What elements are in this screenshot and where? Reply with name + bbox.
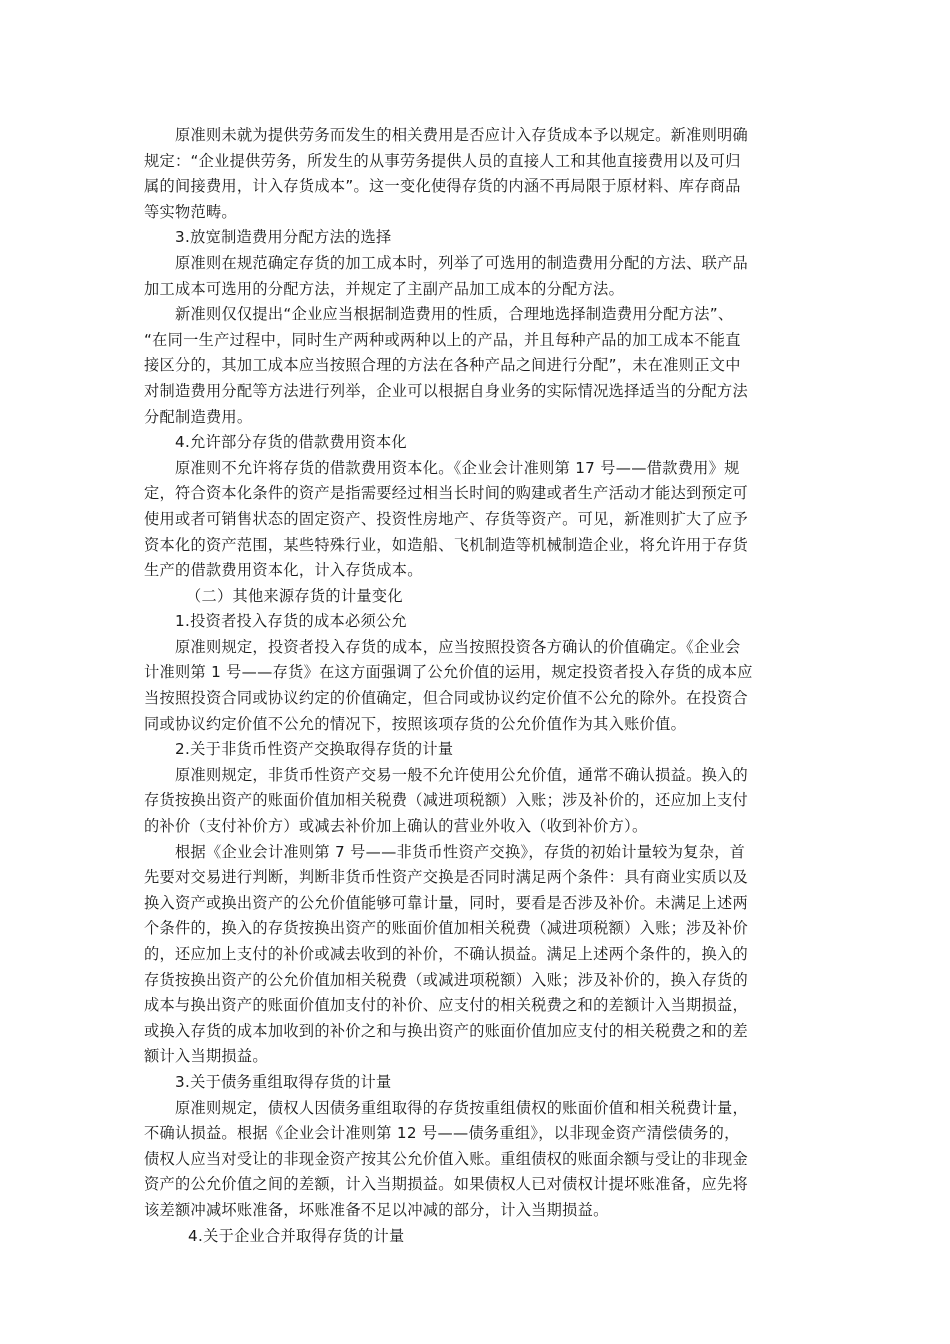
paragraph-line: 换入资产或换出资产的公允价值能够可靠计量，同时，要看是否涉及补价。未满足上述两	[144, 893, 749, 912]
paragraph-line: 该差额冲减坏账准备，坏账准备不足以冲减的部分，计入当期损益。	[144, 1200, 609, 1219]
paragraph-line: “在同一生产过程中，同时生产两种或两种以上的产品，并且每种产品的加工成本不能直	[144, 330, 741, 349]
paragraph-line: 资本化的资产范围，某些特殊行业，如造船、飞机制造等机械制造企业，将允许用于存货	[144, 535, 749, 554]
paragraph-line: 加工成本可选用的分配方法，并规定了主副产品加工成本的分配方法。	[144, 279, 625, 298]
paragraph-line: 等实物范畴。	[144, 202, 237, 221]
paragraph-line: 存货按换出资产的账面价值加相关税费（减进项税额）入账；涉及补价的，还应加上支付	[144, 791, 749, 810]
paragraph-line: 生产的借款费用资本化，计入存货成本。	[144, 561, 423, 580]
paragraph-line: 存货按换出资产的公允价值加相关税费（或减进项税额）入账；涉及补价的，换入存货的	[144, 970, 749, 989]
section-heading: 1.投资者投入存货的成本必须公允	[175, 612, 407, 631]
paragraph-line: 原准则规定，债权人因债务重组取得的存货按重组债权的账面价值和相关税费计量，	[175, 1098, 749, 1117]
paragraph-line: 原准则未就为提供劳务而发生的相关费用是否应计入存货成本予以规定。新准则明确	[175, 126, 749, 144]
section-heading: 2.关于非货币性资产交换取得存货的计量	[175, 740, 454, 759]
section-heading: 3.关于债务重组取得存货的计量	[175, 1072, 392, 1091]
paragraph-line: 成本与换出资产的账面价值加支付的补价、应支付的相关税费之和的差额计入当期损益，	[144, 996, 749, 1015]
paragraph-line: 属的间接费用，计入存货成本”。这一变化使得存货的内涵不再局限于原材料、库存商品	[144, 177, 741, 196]
paragraph-line: 根据《企业会计准则第 7 号——非货币性资产交换》，存货的初始计量较为复杂，首	[175, 842, 746, 861]
paragraph-line: 当按照投资合同或协议约定的价值确定，但合同或协议约定价值不公允的除外。在投资合	[144, 689, 749, 708]
paragraph-line: 原准则规定，投资者投入存货的成本，应当按照投资各方确认的价值确定。《企业会	[175, 637, 741, 656]
paragraph-line: 原准则规定，非货币性资产交易一般不允许使用公允价值，通常不确认损益。换入的	[175, 765, 749, 784]
paragraph-line: 先要对交易进行判断，判断非货币性资产交换是否同时满足两个条件：具有商业实质以及	[144, 868, 749, 887]
section-heading: 4.允许部分存货的借款费用资本化	[175, 433, 407, 452]
paragraph-line: 对制造费用分配等方法进行列举，企业可以根据自身业务的实际情况选择适当的分配方法	[144, 381, 749, 400]
paragraph-line: 不确认损益。根据《企业会计准则第 12 号——债务重组》，以非现金资产清偿债务的，	[144, 1124, 740, 1143]
paragraph-line: 或换入存货的成本加收到的补价之和与换出资产的账面价值加应支付的相关税费之和的差	[144, 1021, 749, 1040]
document-body	[144, 123, 810, 1249]
paragraph-line: 的补价（支付补价方）或减去补价加上确认的营业外收入（收到补价方）。	[144, 817, 648, 836]
paragraph-line: 新准则仅仅提出“企业应当根据制造费用的性质，合理地选择制造费用分配方法”、	[175, 305, 734, 324]
paragraph-line: 个条件的，换入的存货按换出资产的账面价值加相关税费（减进项税额）入账；涉及补价	[144, 919, 749, 938]
paragraph-line: 定，符合资本化条件的资产是指需要经过相当长时间的购建或者生产活动才能达到预定可	[144, 484, 749, 503]
paragraph-line: 债权人应当对受让的非现金资产按其公允价值入账。重组债权的账面余额与受让的非现金	[144, 1149, 749, 1168]
section-heading: 3.放宽制造费用分配方法的选择	[175, 228, 392, 247]
paragraph-line: 的，还应加上支付的补价或减去收到的补价，不确认损益。满足上述两个条件的，换入的	[144, 945, 749, 963]
paragraph-line: 计准则第 1 号——存货》在这方面强调了公允价值的运用，规定投资者投入存货的成本应	[144, 663, 753, 682]
section-heading: 4.关于企业合并取得存货的计量	[188, 1226, 405, 1245]
paragraph-line: 原准则不允许将存货的借款费用资本化。《企业会计准则第 17 号——借款费用》规	[175, 458, 740, 477]
paragraph-line: 额计入当期损益。	[144, 1047, 268, 1066]
section-heading: （二）其他来源存货的计量变化	[186, 586, 403, 605]
paragraph-line: 同或协议约定价值不公允的情况下，按照该项存货的公允价值作为其入账价值。	[144, 714, 687, 733]
paragraph-line: 使用或者可销售状态的固定资产、投资性房地产、存货等资产。可见，新准则扩大了应予	[144, 509, 749, 528]
paragraph-line: 接区分的，其加工成本应当按照合理的方法在各种产品之间进行分配”，未在准则正文中	[144, 356, 741, 375]
paragraph-line: 规定：“企业提供劳务，所发生的从事劳务提供人员的直接人工和其他直接费用以及可归	[144, 151, 741, 170]
paragraph-line: 分配制造费用。	[144, 407, 253, 426]
paragraph-line: 原准则在规范确定存货的加工成本时，列举了可选用的制造费用分配的方法、联产品	[175, 253, 749, 272]
paragraph-line: 资产的公允价值之间的差额，计入当期损益。如果债权人已对债权计提坏账准备，应先将	[144, 1175, 749, 1194]
